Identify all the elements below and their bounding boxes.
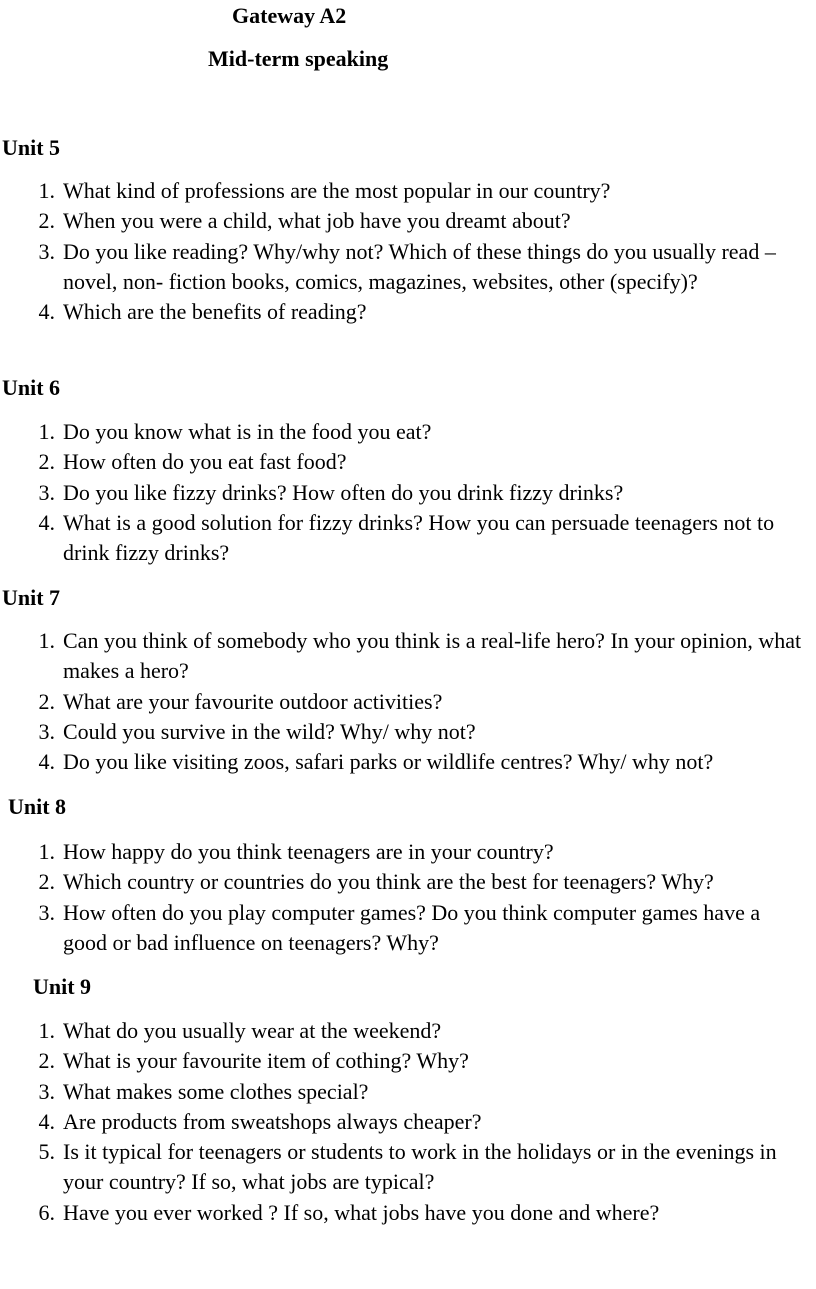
question-list [38,176,803,327]
list-item [38,417,803,447]
item-number: 2. [38,449,55,475]
unit-heading: Unit 7 [2,585,61,610]
item-number: 3. [38,718,55,744]
list-item [38,898,803,959]
list-item [38,447,803,477]
question-text: How happy do you think teenagers are in your country? [63,839,554,864]
question-list [38,417,803,568]
item-number: 3. [38,1078,55,1104]
question-text: Do you know what is in the food you eat? [63,419,432,444]
question-text: Do you like visiting zoos, safari parks or wildlife centres? Why/ why not? [63,749,714,775]
question-text: Which country or countries do you think are the best for teenagers? Why? [63,869,714,895]
question-text: Are products from sweatshops always cheaper? [63,1108,482,1134]
list-item [38,478,803,508]
question-text: Is it typical for teenagers or students to work in the holidays or in the evenings in your country? If so, what jobs are typical? [63,1139,777,1195]
list-item [38,837,803,867]
question-text: What kind of professions are the most popular in our country? [63,178,611,203]
question-text: What is your favourite item of cothing? Why? [63,1048,469,1074]
list-item [38,747,803,777]
item-number: 1. [38,628,55,653]
list-item [38,1107,803,1137]
list-item [38,1137,803,1198]
list-item [38,867,803,897]
document-subtitle: Mid-term speaking [208,46,389,71]
item-number: 2. [38,688,55,714]
unit-heading: Unit 6 [2,375,61,400]
list-item [38,1046,803,1076]
question-text: How often do you play computer games? Do you think computer games have a good or bad influence on teenagers? Why? [63,899,761,955]
question-text: Have you ever worked ? If so, what jobs have you done and where? [63,1199,660,1225]
item-number: 4. [38,299,55,325]
list-item [38,206,803,236]
item-number: 5. [38,1139,55,1165]
item-number: 4. [38,1108,55,1134]
question-text: Which are the benefits of reading? [63,299,367,325]
item-number: 2. [38,1048,55,1074]
list-item [38,717,803,747]
list-item [38,237,803,298]
question-text: Could you survive in the wild? Why/ why not? [63,718,476,744]
item-number: 3. [38,238,55,264]
question-list [38,626,803,777]
question-text: What are your favourite outdoor activities? [63,688,443,714]
item-number: 1. [38,178,55,203]
item-number: 4. [38,749,55,775]
list-item [38,1077,803,1107]
item-number: 3. [38,899,55,925]
list-item [38,508,803,569]
question-list [38,837,803,958]
question-text: Can you think of somebody who you think is a real-life hero? In your opinion, what makes a hero? [63,628,802,684]
list-item [38,687,803,717]
question-text: When you were a child, what job have you dreamt about? [63,208,571,234]
question-text: What is a good solution for fizzy drinks? How you can persuade teenagers not to drink fizzy drinks? [63,509,775,566]
question-list [38,1016,803,1228]
item-number: 4. [38,509,55,535]
item-number: 6. [38,1199,55,1225]
item-number: 2. [38,208,55,234]
list-item [38,176,803,206]
question-text: What do you usually wear at the weekend? [63,1018,442,1043]
question-text: What makes some clothes special? [63,1078,369,1104]
list-item [38,1198,803,1228]
item-number: 1. [38,419,55,444]
question-text: Do you like reading? Why/why not? Which of these things do you usually read – novel, non- fiction books, comics, magazines, websites, other (specify)? [63,238,776,294]
list-item [38,1016,803,1046]
item-number: 1. [38,839,55,864]
item-number: 3. [38,479,55,505]
list-item [38,297,803,327]
question-text: How often do you eat fast food? [63,449,347,475]
document-title: Gateway A2 [232,3,347,28]
unit-heading: Unit 9 [33,974,92,999]
item-number: 1. [38,1018,55,1043]
item-number: 2. [38,869,55,895]
unit-heading: Unit 8 [8,794,67,819]
unit-heading: Unit 5 [2,135,61,160]
question-text: Do you like fizzy drinks? How often do you drink fizzy drinks? [63,479,624,505]
list-item [38,626,803,687]
